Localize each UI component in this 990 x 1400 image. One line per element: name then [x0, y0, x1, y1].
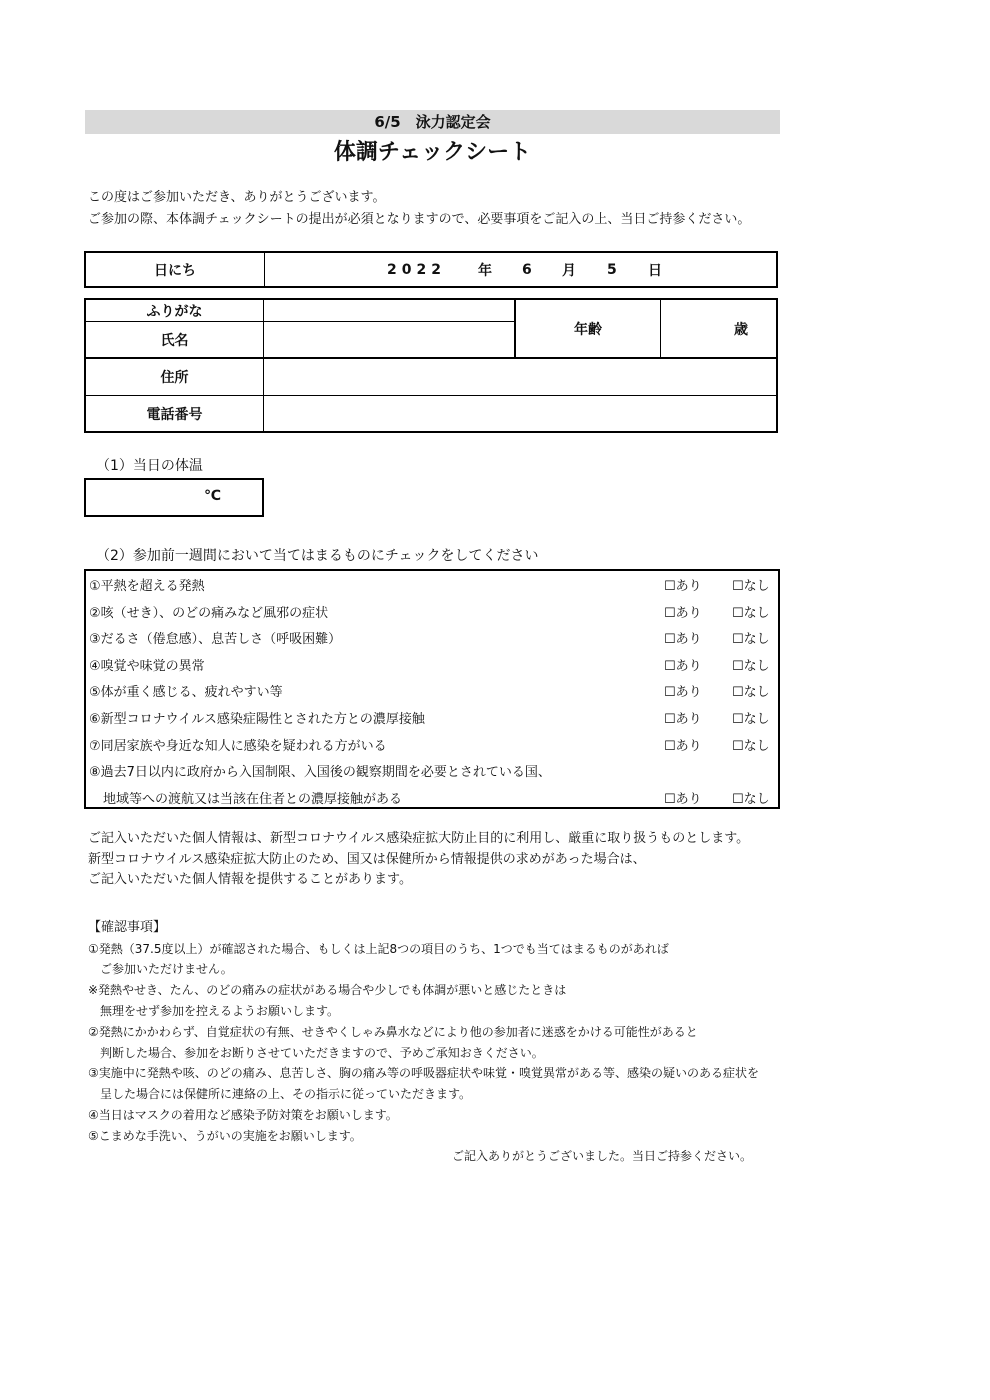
intro-line-2: ご参加の際、本体調チェックシートの提出が必須となりますので、必要事項をご記入の上、当日ご持参ください。: [88, 212, 751, 227]
confirm-line: ③実施中に発熱や咳、のどの痛み、息苦しさ、胸の痛み等の呼吸器症状や味覚・嗅覚異常がある等、感染の疑いのある症状を: [88, 1066, 760, 1080]
confirm-line: ①発熱（37.5度以上）が確認された場合、もしくは上記8つの項目のうち、1つでも当てはまるものがあれば: [88, 942, 669, 956]
checklist-row: [86, 757, 778, 783]
symptom-checklist: [84, 569, 780, 809]
phone-field[interactable]: [264, 396, 776, 431]
date-month-unit: 月: [562, 262, 576, 279]
checklist-question: ⑦同居家族や身近な知人に感染を疑われる方がいる: [89, 738, 387, 754]
age-field[interactable]: [661, 300, 776, 357]
name-field[interactable]: [264, 322, 514, 357]
checklist-question: ③だるさ（倦怠感）、息苦しさ（呼吸困難）: [89, 632, 342, 648]
checklist-row: [86, 651, 778, 677]
yes-checkbox[interactable]: ☐あり: [664, 685, 702, 701]
checklist-row: [86, 571, 778, 597]
privacy-line-1: ご記入いただいた個人情報は、新型コロナウイルス感染症拡大防止目的に利用し、厳重に取り扱うものとします。: [88, 831, 750, 846]
date-table: [84, 251, 778, 288]
checklist-question-continued: 地域等への渡航又は当該在住者との濃厚接触がある: [103, 791, 403, 807]
yes-checkbox[interactable]: ☐あり: [664, 579, 702, 594]
date-label: 日にち: [86, 253, 265, 286]
name-label: 氏名: [160, 332, 189, 349]
checklist-row: [86, 677, 778, 703]
checklist-question: ①平熱を超える発熱: [89, 579, 205, 594]
checklist-question: ⑤体が重く感じる、疲れやすい等: [89, 685, 283, 701]
temperature-field[interactable]: [84, 478, 264, 517]
date-year-unit: 年: [478, 262, 492, 279]
checklist-question: ④嗅覚や味覚の異常: [89, 658, 205, 674]
yes-checkbox[interactable]: ☐あり: [664, 632, 702, 648]
no-checkbox[interactable]: ☐なし: [732, 579, 770, 594]
no-checkbox[interactable]: ☐なし: [732, 658, 770, 674]
yes-checkbox[interactable]: ☐あり: [664, 658, 702, 674]
yes-checkbox[interactable]: ☐あり: [664, 791, 702, 807]
date-day-unit: 日: [648, 262, 662, 279]
checklist-row: [86, 598, 778, 624]
confirm-line: 無理をせず参加を控えるようお願いします。: [100, 1004, 340, 1018]
no-checkbox[interactable]: ☐なし: [732, 605, 770, 621]
date-value: [265, 253, 776, 286]
age-unit: 歳: [734, 321, 748, 338]
checklist-row: [86, 784, 778, 810]
yes-checkbox[interactable]: ☐あり: [664, 712, 702, 727]
privacy-line-3: ご記入いただいた個人情報を提供することがあります。: [88, 872, 412, 887]
no-checkbox[interactable]: ☐なし: [732, 632, 770, 648]
confirm-line: ②発熱にかかわらず、自覚症状の有無、せきやくしゃみ鼻水などにより他の参加者に迷惑をかける可能性があると: [88, 1025, 698, 1039]
age-label: 年齢: [574, 321, 602, 338]
intro-line-1: この度はご参加いただき、ありがとうございます。: [88, 190, 386, 205]
checklist-row: [86, 731, 778, 757]
confirm-line: 判断した場合、参加をお断りさせていただきますので、予めご承知おきください。: [100, 1046, 544, 1060]
checklist-question: ⑧過去7日以内に政府から入国制限、入国後の観察期間を必要とされている国、: [89, 765, 551, 781]
temperature-section-label: （1）当日の体温: [96, 458, 203, 474]
confirm-line: 呈した場合には保健所に連絡の上、その指示に従っていただきます。: [100, 1087, 472, 1101]
confirm-line: ※発熱やせき、たん、のどの痛みの症状がある場合や少しでも体調が悪いと感じたときは: [88, 983, 567, 997]
no-checkbox[interactable]: ☐なし: [732, 685, 770, 701]
page-title: 体調チェックシート: [333, 140, 532, 165]
closing-message: ご記入ありがとうございました。当日ご持参ください。: [452, 1149, 753, 1163]
yes-checkbox[interactable]: ☐あり: [664, 605, 702, 621]
phone-label: 電話番号: [146, 406, 203, 423]
checklist-question: ②咳（せき）、のどの痛みなど風邪の症状: [89, 605, 329, 621]
address-field[interactable]: [264, 359, 776, 395]
checklist-section-label: （2）参加前一週間において当てはまるものにチェックをしてください: [96, 548, 539, 564]
confirm-line: ⑤こまめな手洗い、うがいの実施をお願いします。: [88, 1129, 362, 1143]
confirm-line: ご参加いただけません。: [100, 962, 233, 976]
confirm-line: ④当日はマスクの着用など感染予防対策をお願いします。: [88, 1108, 398, 1122]
checklist-row: [86, 624, 778, 650]
no-checkbox[interactable]: ☐なし: [732, 738, 770, 754]
checklist-row: [86, 704, 778, 730]
celsius-unit: ℃: [204, 488, 221, 504]
privacy-line-2: 新型コロナウイルス感染症拡大防止のため、国又は保健所から情報提供の求めがあった場合は、: [88, 852, 646, 867]
event-title-band: 6/5 泳力認定会: [85, 110, 780, 134]
date-year: 2022: [387, 261, 446, 278]
furigana-field[interactable]: [264, 300, 514, 321]
no-checkbox[interactable]: ☐なし: [732, 791, 770, 807]
date-month: 6: [522, 261, 532, 278]
checklist-question: ⑥新型コロナウイルス感染症陽性とされた方との濃厚接触: [89, 712, 425, 727]
yes-checkbox[interactable]: ☐あり: [664, 738, 702, 754]
personal-info-table: [84, 298, 778, 433]
confirm-heading: 【確認事項】: [88, 920, 167, 935]
furigana-label: ふりがな: [146, 303, 203, 320]
no-checkbox[interactable]: ☐なし: [732, 712, 770, 727]
date-day: 5: [607, 261, 617, 278]
address-label: 住所: [160, 370, 189, 386]
